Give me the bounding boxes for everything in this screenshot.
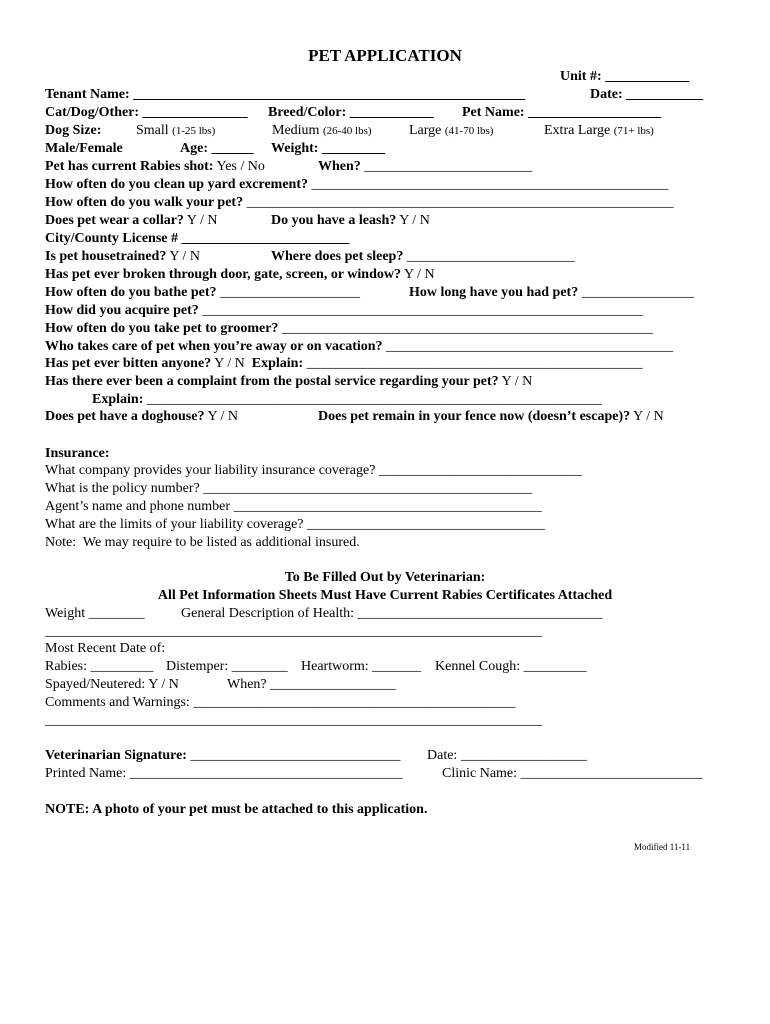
explain-label: Explain:: [251, 356, 304, 371]
broken-options[interactable]: Y / N: [403, 267, 435, 282]
size-large-label: Large: [409, 123, 442, 138]
insurance-heading: Insurance:: [45, 446, 110, 461]
tenant-name-field[interactable]: Tenant Name: ________________________________________________________: [45, 87, 526, 102]
size-large-range: (41-70 lbs): [444, 125, 494, 137]
when-label: When?: [318, 159, 361, 174]
groomer-row[interactable]: [45, 320, 653, 338]
housetrained-row: [45, 248, 200, 266]
vet-health-blank[interactable]: _______________________________________________________________________: [45, 624, 542, 639]
postal-question: Has there ever been a complaint from the postal service regarding your pet?: [45, 374, 499, 389]
vet-date-field[interactable]: Date: __________________: [427, 748, 587, 763]
size-xlarge-label: Extra Large: [544, 123, 611, 138]
modified-date: Modified 11-11: [634, 842, 691, 852]
leash-question: Do you have a leash?: [271, 213, 397, 228]
insurance-company-field[interactable]: What company provides your liability insurance coverage? _____________________________: [45, 463, 582, 478]
vet-heading: To Be Filled Out by Veterinarian:: [284, 570, 486, 585]
postal-explain-blank: _________________________________________________________________: [143, 392, 602, 407]
kennel-cough-field[interactable]: Kennel Cough: _________: [435, 659, 587, 674]
fence-question: Does pet remain in your fence now (doesn’t escape)?: [318, 409, 631, 424]
pet-name-field[interactable]: Pet Name: ___________________: [462, 105, 662, 120]
vet-health-field[interactable]: General Description of Health: ___________________________________: [181, 606, 603, 621]
acquire-blank: _______________________________________________________________: [198, 303, 644, 318]
doghouse-row: [45, 408, 238, 426]
bitten-row: [45, 355, 643, 373]
age-field[interactable]: Age: ______: [180, 141, 254, 156]
spayed-neutered-field[interactable]: Spayed/Neutered: Y / N: [45, 677, 179, 692]
sleep-row[interactable]: [271, 248, 575, 266]
fence-options[interactable]: Y / N: [633, 409, 664, 424]
collar-row: [45, 212, 218, 230]
vacation-row[interactable]: [45, 338, 673, 356]
acquire-row[interactable]: [45, 302, 643, 320]
photo-note: NOTE: A photo of your pet must be attached to this application.: [45, 802, 428, 817]
had-pet-row[interactable]: [409, 284, 694, 302]
had-pet-question: How long have you had pet?: [409, 285, 579, 300]
weight-field[interactable]: Weight: _________: [271, 141, 385, 156]
rabies-when-field[interactable]: [318, 158, 532, 176]
size-large-option[interactable]: [409, 122, 493, 140]
groomer-blank: _____________________________________________________: [278, 321, 653, 336]
walk-blank: _____________________________________________________________: [243, 195, 674, 210]
dog-size-label: Dog Size:: [45, 123, 102, 138]
yard-row[interactable]: [45, 176, 669, 194]
size-medium-option[interactable]: [272, 122, 372, 140]
postal-explain-row[interactable]: [92, 391, 602, 409]
insurance-note: Note: We may require to be listed as additional insured.: [45, 535, 360, 550]
sleep-question: Where does pet sleep?: [271, 249, 404, 264]
vet-weight-field[interactable]: Weight ________: [45, 606, 145, 621]
yard-blank: ___________________________________________________: [308, 177, 669, 192]
postal-row: [45, 373, 532, 391]
vet-signature-blank: ______________________________: [186, 748, 401, 763]
clinic-name-field[interactable]: Clinic Name: __________________________: [442, 766, 703, 781]
explain-blank[interactable]: ________________________________________________: [303, 356, 643, 371]
leash-options[interactable]: Y / N: [399, 213, 430, 228]
printed-name-field[interactable]: Printed Name: _______________________________________: [45, 766, 403, 781]
housetrained-options[interactable]: Y / N: [169, 249, 200, 264]
when-blank: ________________________: [364, 159, 533, 174]
insurance-policy-field[interactable]: What is the policy number? _______________________________________________: [45, 481, 533, 496]
comments-blank[interactable]: _______________________________________________________________________: [45, 713, 542, 728]
vet-signature-field[interactable]: [45, 747, 400, 765]
cat-dog-other-field[interactable]: Cat/Dog/Other: _______________: [45, 105, 248, 120]
sleep-blank: ________________________: [403, 249, 575, 264]
size-xlarge-option[interactable]: [544, 122, 654, 140]
bitten-options[interactable]: Y / N: [214, 356, 245, 371]
vacation-question: Who takes care of pet when you’re away or on vacation?: [45, 339, 383, 354]
heartworm-field[interactable]: Heartworm: _______: [301, 659, 422, 674]
size-small-range: (1-25 lbs): [172, 125, 216, 137]
male-female-option[interactable]: Male/Female: [45, 141, 123, 156]
rabies-date-field[interactable]: Rabies: _________: [45, 659, 154, 674]
size-medium-label: Medium: [272, 123, 320, 138]
bathe-blank: ____________________: [216, 285, 361, 300]
bathe-row[interactable]: [45, 284, 360, 302]
breed-color-field[interactable]: Breed/Color: ____________: [268, 105, 434, 120]
leash-row: [271, 212, 430, 230]
size-medium-range: (26-40 lbs): [322, 125, 372, 137]
rabies-row: [45, 158, 265, 176]
bathe-question: How often do you bathe pet?: [45, 285, 217, 300]
doghouse-question: Does pet have a doghouse?: [45, 409, 205, 424]
walk-question: How often do you walk your pet?: [45, 195, 244, 210]
size-xlarge-range: (71+ lbs): [613, 125, 654, 137]
rabies-label: Pet has current Rabies shot:: [45, 159, 214, 174]
postal-options[interactable]: Y / N: [501, 374, 533, 389]
size-small-option[interactable]: [136, 122, 215, 140]
comments-field[interactable]: Comments and Warnings: ______________________________________________: [45, 695, 516, 710]
page-title: PET APPLICATION: [308, 46, 462, 65]
insurance-limits-field[interactable]: What are the limits of your liability coverage? __________________________________: [45, 517, 546, 532]
housetrained-question: Is pet housetrained?: [45, 249, 167, 264]
license-field[interactable]: City/County License # ________________________: [45, 231, 350, 246]
walk-row[interactable]: [45, 194, 674, 212]
had-pet-blank: ________________: [578, 285, 694, 300]
broken-question: Has pet ever broken through door, gate, screen, or window?: [45, 267, 401, 282]
bitten-question: Has pet ever bitten anyone?: [45, 356, 212, 371]
unit-field[interactable]: Unit #: ____________: [560, 69, 690, 84]
vet-subheading: All Pet Information Sheets Must Have Current Rabies Certificates Attached: [157, 588, 613, 603]
spayed-when-field[interactable]: When? __________________: [227, 677, 397, 692]
doghouse-options[interactable]: Y / N: [207, 409, 239, 424]
vet-signature-label: Veterinarian Signature:: [45, 748, 187, 763]
collar-options[interactable]: Y / N: [186, 213, 218, 228]
collar-question: Does pet wear a collar?: [45, 213, 184, 228]
postal-explain-label: Explain:: [92, 392, 144, 407]
recent-date-label: Most Recent Date of:: [45, 641, 166, 656]
fence-row: [318, 408, 664, 426]
insurance-agent-field[interactable]: Agent’s name and phone number ____________________________________________: [45, 499, 542, 514]
acquire-question: How did you acquire pet?: [45, 303, 199, 318]
distemper-field[interactable]: Distemper: ________: [166, 659, 288, 674]
tenant-date-field[interactable]: Date: ___________: [590, 87, 704, 102]
size-small-label: Small: [136, 123, 169, 138]
groomer-question: How often do you take pet to groomer?: [45, 321, 279, 336]
yard-question: How often do you clean up yard excrement?: [45, 177, 308, 192]
broken-row: [45, 266, 435, 284]
vacation-blank: _________________________________________: [382, 339, 674, 354]
rabies-options[interactable]: Yes / No: [216, 159, 265, 174]
